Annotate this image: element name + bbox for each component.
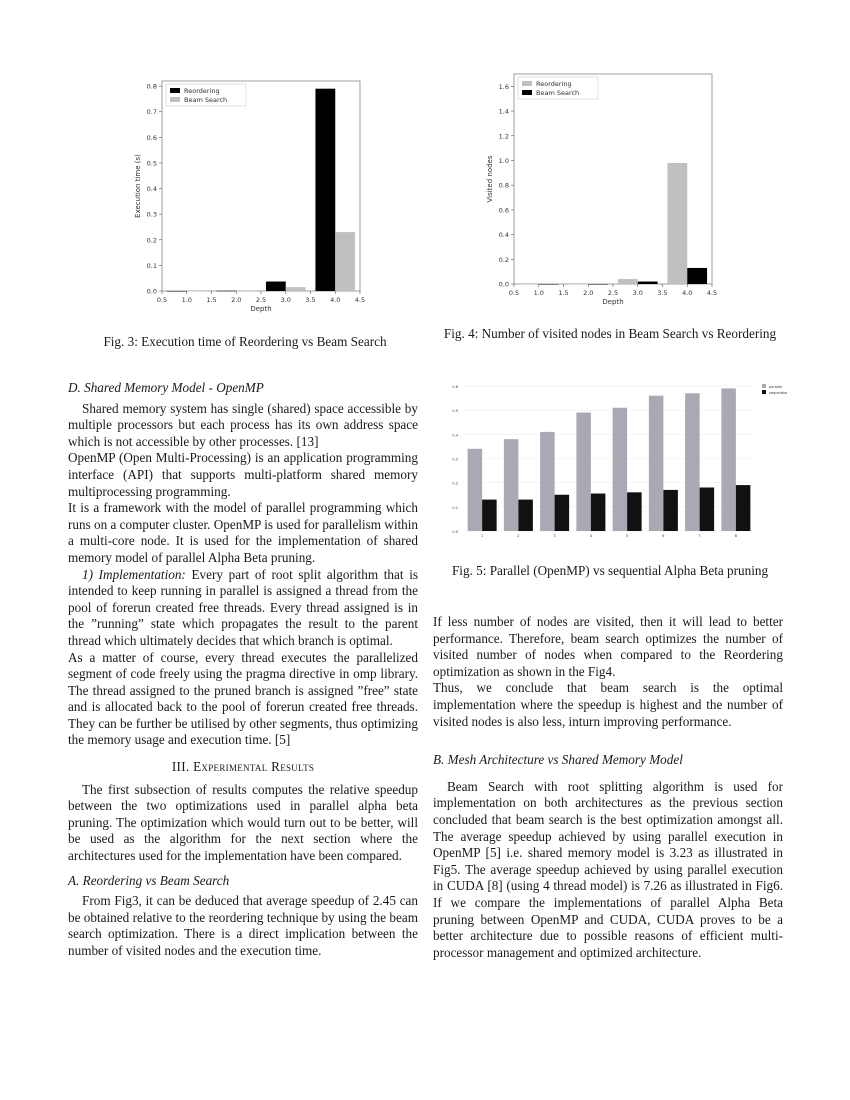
bar	[315, 89, 335, 291]
bar	[286, 287, 306, 291]
bar	[468, 449, 483, 531]
bar	[539, 284, 559, 285]
bar	[649, 396, 664, 531]
x-tick-label: 7	[698, 534, 701, 538]
x-tick-label: 3	[553, 534, 556, 538]
paragraph: From Fig3, it can be deduced that average speedup of 2.45 can be obtained relative to the reordering technique by using the beam search optimization. There is a direct implication between the number of visited nodes and the execution time.	[68, 893, 418, 958]
y-tick-label: 0.0	[146, 287, 157, 296]
bar	[700, 488, 715, 532]
section-a-title: A. Reordering vs Beam Search	[68, 872, 230, 888]
figure-4-caption: Fig. 4: Number of visited nodes in Beam Search vs Reordering	[443, 326, 777, 341]
bar	[667, 163, 687, 284]
x-tick-label: 3.5	[657, 289, 668, 297]
x-tick-label: 6	[662, 534, 665, 538]
bar	[266, 282, 286, 291]
x-tick-label: 3.0	[280, 296, 291, 304]
y-tick-label: 0.5	[146, 159, 157, 168]
x-tick-label: 4	[589, 534, 592, 538]
y-tick-label: 0.3	[146, 210, 157, 219]
fig5-plot	[444, 378, 794, 548]
bar	[721, 388, 736, 531]
figure-3-caption: Fig. 3: Execution time of Reordering vs Beam Search	[103, 334, 387, 349]
x-tick-label: 5	[626, 534, 629, 538]
legend-label: Beam Search	[184, 96, 228, 104]
y-tick-label: 0.2	[498, 255, 509, 264]
x-tick-label: 4.5	[354, 296, 366, 304]
bar	[518, 500, 533, 531]
paragraph: If less number of nodes are visited, then it will lead to better performance. Therefore, beam search optimizes the number of visited number of nodes when compared to the Reordering optimization as shown in the Fig4.	[433, 614, 783, 679]
legend-label: parallel	[769, 385, 783, 389]
y-tick-label: 0.0	[498, 280, 509, 289]
legend-label: Reordering	[184, 87, 220, 95]
bar	[540, 432, 555, 531]
y-tick-label: 0.5	[452, 409, 458, 414]
fig3-plot	[130, 75, 370, 315]
x-tick-label: 2.0	[231, 296, 242, 304]
bar	[519, 284, 539, 285]
y-tick-label: 0.3	[452, 457, 458, 462]
bar	[167, 291, 187, 292]
x-tick-label: 4.0	[330, 296, 341, 304]
x-tick-label: 4.0	[682, 289, 693, 297]
y-tick-label: 0.4	[146, 185, 157, 194]
figure-5-caption: Fig. 5: Parallel (OpenMP) vs sequential Alpha Beta pruning	[451, 563, 769, 578]
legend	[762, 384, 787, 395]
x-tick-label: 1	[481, 534, 484, 538]
left-column	[68, 380, 418, 960]
right-column	[433, 614, 783, 961]
section-d-title: D. Shared Memory Model - OpenMP	[68, 380, 264, 395]
bar	[687, 268, 707, 284]
bar	[504, 439, 519, 531]
y-tick-label: 1.6	[498, 82, 509, 91]
figure-4-chart	[482, 68, 722, 308]
x-tick-label: 1.5	[206, 296, 217, 304]
bar	[663, 490, 678, 531]
figure-5-chart	[444, 378, 794, 548]
y-tick-label: 0.1	[146, 261, 157, 270]
bar	[187, 291, 207, 292]
paragraph: OpenMP (Open Multi-Processing) is an application programming interface (API) that supports multi-platform shared memory multiprocessing programming.	[68, 450, 418, 499]
x-tick-label: 3.5	[305, 296, 316, 304]
x-tick-label: 1.0	[181, 296, 192, 304]
x-tick-label: 4.5	[706, 289, 718, 297]
bar	[618, 279, 638, 284]
bar	[236, 291, 256, 292]
legend-label: sequential	[769, 391, 788, 395]
y-tick-label: 0.6	[146, 133, 157, 142]
y-axis-label: Execution time (s)	[134, 154, 142, 218]
paragraph: 1) Implementation: Every part of root split algorithm that is intended to keep running in parallel is assigned a thread from the pool of forerun created free threads. Every thread assigned is in the ”running” state which propagates the result to the parent thread which ultimately decides that which branch is optimal.	[68, 566, 418, 648]
x-tick-label: 0.5	[508, 289, 520, 297]
implementation-label: 1) Implementation:	[82, 566, 186, 582]
x-tick-label: 3.0	[632, 289, 643, 297]
bar	[591, 494, 606, 531]
y-tick-label: 0.2	[146, 236, 157, 245]
bar	[685, 393, 700, 531]
y-tick-label: 0.8	[146, 82, 157, 91]
y-tick-label: 0.8	[498, 181, 509, 190]
bar	[335, 232, 355, 291]
figure-3-chart	[130, 75, 370, 315]
bar	[736, 485, 751, 531]
legend	[518, 77, 598, 99]
legend	[166, 84, 246, 106]
paragraph: Shared memory system has single (shared) space accessible by multiple processors but each process has its own address space which is not accessible by other processes. [13]	[68, 400, 418, 449]
x-axis-label: Depth	[602, 298, 624, 306]
x-tick-label: 2.5	[255, 296, 267, 304]
paragraph: Beam Search with root splitting algorithm is used for implementation on both architectures as the previous section concluded that beam search is the best optimization amongst all. The average speedup achieved by using parallel execution in OpenMP [5] i.e. shared memory model is 3.23 as illustrated in Fig5. The average speedup achieved by using parallel execution in CUDA [8] (using 4 thread model) is 7.26 as illustrated in Fig6. If we compare the implementations of parallel Alpha Beta pruning between OpenMP and CUDA, CUDA proves to be a better architecture due to possible reasons of efficient multi-processor management and optimized architecture.	[433, 778, 783, 960]
x-tick-label: 1.5	[558, 289, 569, 297]
bar	[627, 492, 642, 531]
legend-label: Beam Search	[536, 89, 580, 97]
bar	[588, 284, 608, 285]
bar	[638, 282, 658, 284]
y-tick-label: 0.1	[452, 505, 458, 510]
y-tick-label: 0.4	[498, 231, 509, 240]
paragraph: It is a framework with the model of parallel programming which runs on a computer cluster. OpenMP is used for parallelism within a multi-core node. It is used for the implementation of shared memory model of parallel Alpha Beta pruning.	[68, 500, 419, 565]
y-tick-label: 0.2	[452, 481, 458, 486]
y-tick-label: 1.4	[498, 107, 509, 116]
bar	[555, 495, 570, 531]
x-tick-label: 2	[517, 534, 520, 538]
y-tick-label: 0.7	[146, 108, 157, 117]
y-tick-label: 0.6	[452, 385, 458, 389]
bar	[576, 413, 591, 531]
paragraph: The first subsection of results computes the relative speedup between the two optimizations used in parallel alpha beta pruning. The optimization which would turn out to be better, will be used as the algorithm for the next section where the architectures used for the implementation have been compared.	[68, 781, 418, 864]
bar	[482, 500, 497, 531]
x-tick-label: 0.5	[156, 296, 168, 304]
fig4-plot	[482, 68, 722, 308]
bar	[216, 291, 236, 292]
paragraph: Thus, we conclude that beam search is the optimal implementation where the speedup is highest and the number of visited nodes is also less, inturn improving performance.	[433, 680, 783, 729]
x-tick-label: 2.5	[607, 289, 619, 297]
y-tick-label: 0.6	[498, 206, 509, 215]
x-tick-label: 2.0	[583, 289, 594, 297]
y-tick-label: 0.0	[452, 530, 458, 534]
section-iii-heading: III. Experimental Results	[171, 759, 315, 775]
bar	[613, 408, 628, 531]
section-b-title: B. Mesh Architecture vs Shared Memory Model	[433, 752, 683, 768]
paragraph: As a matter of course, every thread executes the parallelized segment of code freely using the pragma directive in omp library. The thread assigned to the pruned branch is assigned ”free” state and is allocated back to the pool of forerun created free threads. They can be further be utilised by other segments, thus optimizing the memory usage and execution time. [5]	[68, 649, 418, 748]
x-axis-label: Depth	[250, 305, 272, 313]
x-tick-label: 8	[734, 534, 737, 538]
y-tick-label: 1.0	[498, 156, 509, 165]
x-tick-label: 1.0	[533, 289, 544, 297]
legend-label: Reordering	[536, 80, 572, 88]
y-tick-label: 1.2	[498, 132, 509, 141]
y-axis-label: Visited nodes	[486, 155, 494, 203]
y-tick-label: 0.4	[452, 433, 458, 438]
bar	[568, 284, 588, 285]
